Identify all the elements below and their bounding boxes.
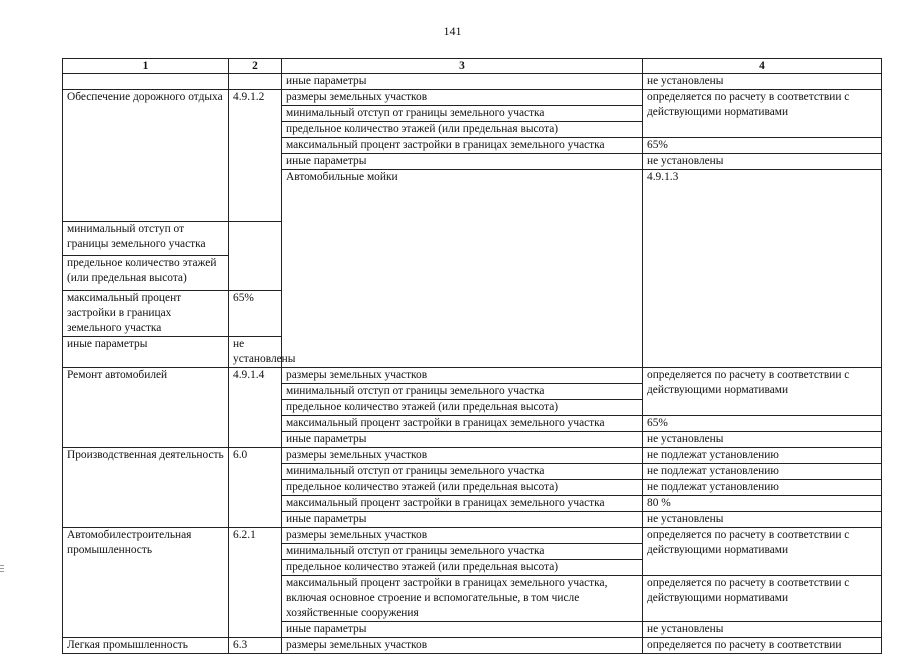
value-cell: определяется по расчету в соответствии <box>643 638 882 654</box>
group-code-cell: 4.9.1.3 <box>643 170 882 368</box>
value-cell: не подлежат установлению <box>643 464 882 480</box>
param-cell: иные параметры <box>282 74 643 90</box>
value-cell: не установлены <box>643 154 882 170</box>
value-cell: определяется по расчету в соответствии с действующими нормативами <box>643 368 882 416</box>
page-number: 141 <box>443 24 462 38</box>
table-header-row <box>63 59 882 74</box>
param-cell: максимальный процент застройки в границах земельного участка <box>63 291 229 337</box>
param-cell: минимальный отступ от границы земельного участка <box>63 221 229 256</box>
param-cell: размеры земельных участков <box>282 448 643 464</box>
value-cell: определяется по расчету в соответствии с действующими нормативами <box>643 90 882 138</box>
group-name-cell: Автомобильные мойки <box>282 170 643 368</box>
param-cell: максимальный процент застройки в границах земельного участка <box>282 496 643 512</box>
param-cell: размеры земельных участков <box>282 638 643 654</box>
param-cell: предельное количество этажей (или предельная высота) <box>282 560 643 576</box>
group-name-cell <box>63 74 229 90</box>
param-cell: максимальный процент застройки в границах земельного участка, включая основное строение и вспомогательные, в том числе хозяйственные сооружения <box>282 576 643 622</box>
group-name-cell: Автомобилестроительная промышленность <box>63 528 229 638</box>
value-cell: не подлежат установлению <box>643 480 882 496</box>
value-cell: 65% <box>643 138 882 154</box>
column-header-1: 1 <box>63 59 229 74</box>
group-name-cell: Легкая промышленность <box>63 638 229 654</box>
param-cell: минимальный отступ от границы земельного участка <box>282 384 643 400</box>
param-cell: максимальный процент застройки в границах земельного участка <box>282 416 643 432</box>
param-cell: иные параметры <box>282 622 643 638</box>
value-cell: определяется по расчету в соответствии с действующими нормативами <box>643 528 882 576</box>
group-code-cell: 4.9.1.4 <box>229 368 282 448</box>
param-cell: минимальный отступ от границы земельного участка <box>282 544 643 560</box>
group-name-cell: Производственная деятельность <box>63 448 229 528</box>
group-code-cell: 4.9.1.2 <box>229 90 282 222</box>
value-cell: не установлены <box>643 74 882 90</box>
param-cell: размеры земельных участков <box>282 368 643 384</box>
scan-edge-mark <box>0 565 4 566</box>
group-name-cell: Обеспечение дорожного отдыха <box>63 90 229 222</box>
param-cell: размеры земельных участков <box>282 528 643 544</box>
param-cell: иные параметры <box>282 432 643 448</box>
table-row <box>63 448 882 464</box>
regulations-table <box>62 58 882 654</box>
param-cell: предельное количество этажей (или предельная высота) <box>282 400 643 416</box>
value-cell: 65% <box>229 291 282 337</box>
value-cell: не установлены <box>229 337 282 368</box>
param-cell: минимальный отступ от границы земельного участка <box>282 106 643 122</box>
scan-edge-mark <box>0 568 4 569</box>
value-cell: 65% <box>643 416 882 432</box>
value-cell: не подлежат установлению <box>643 448 882 464</box>
group-code-cell: 6.0 <box>229 448 282 528</box>
value-cell: 80 % <box>643 496 882 512</box>
param-cell: предельное количество этажей (или предельная высота) <box>282 122 643 138</box>
table-row <box>63 528 882 544</box>
value-cell: определяется по расчету в соответствии с действующими нормативами <box>643 576 882 622</box>
table-row <box>63 90 882 106</box>
value-cell: не установлены <box>643 432 882 448</box>
param-cell: максимальный процент застройки в границах земельного участка <box>282 138 643 154</box>
column-header-3: 3 <box>282 59 643 74</box>
table-row <box>63 74 882 90</box>
group-code-cell <box>229 74 282 90</box>
param-cell: иные параметры <box>282 154 643 170</box>
value-cell: не установлены <box>643 622 882 638</box>
scan-edge-mark <box>0 571 4 572</box>
group-name-cell: Ремонт автомобилей <box>63 368 229 448</box>
group-code-cell: 6.2.1 <box>229 528 282 638</box>
param-cell: иные параметры <box>63 337 229 368</box>
group-code-cell: 6.3 <box>229 638 282 654</box>
param-cell: предельное количество этажей (или предельная высота) <box>63 256 229 291</box>
param-cell: размеры земельных участков <box>282 90 643 106</box>
value-cell: не установлены <box>643 512 882 528</box>
param-cell: минимальный отступ от границы земельного участка <box>282 464 643 480</box>
column-header-4: 4 <box>643 59 882 74</box>
param-cell: предельное количество этажей (или предельная высота) <box>282 480 643 496</box>
column-header-2: 2 <box>229 59 282 74</box>
table-row <box>63 638 882 654</box>
table-row <box>63 368 882 384</box>
param-cell: иные параметры <box>282 512 643 528</box>
